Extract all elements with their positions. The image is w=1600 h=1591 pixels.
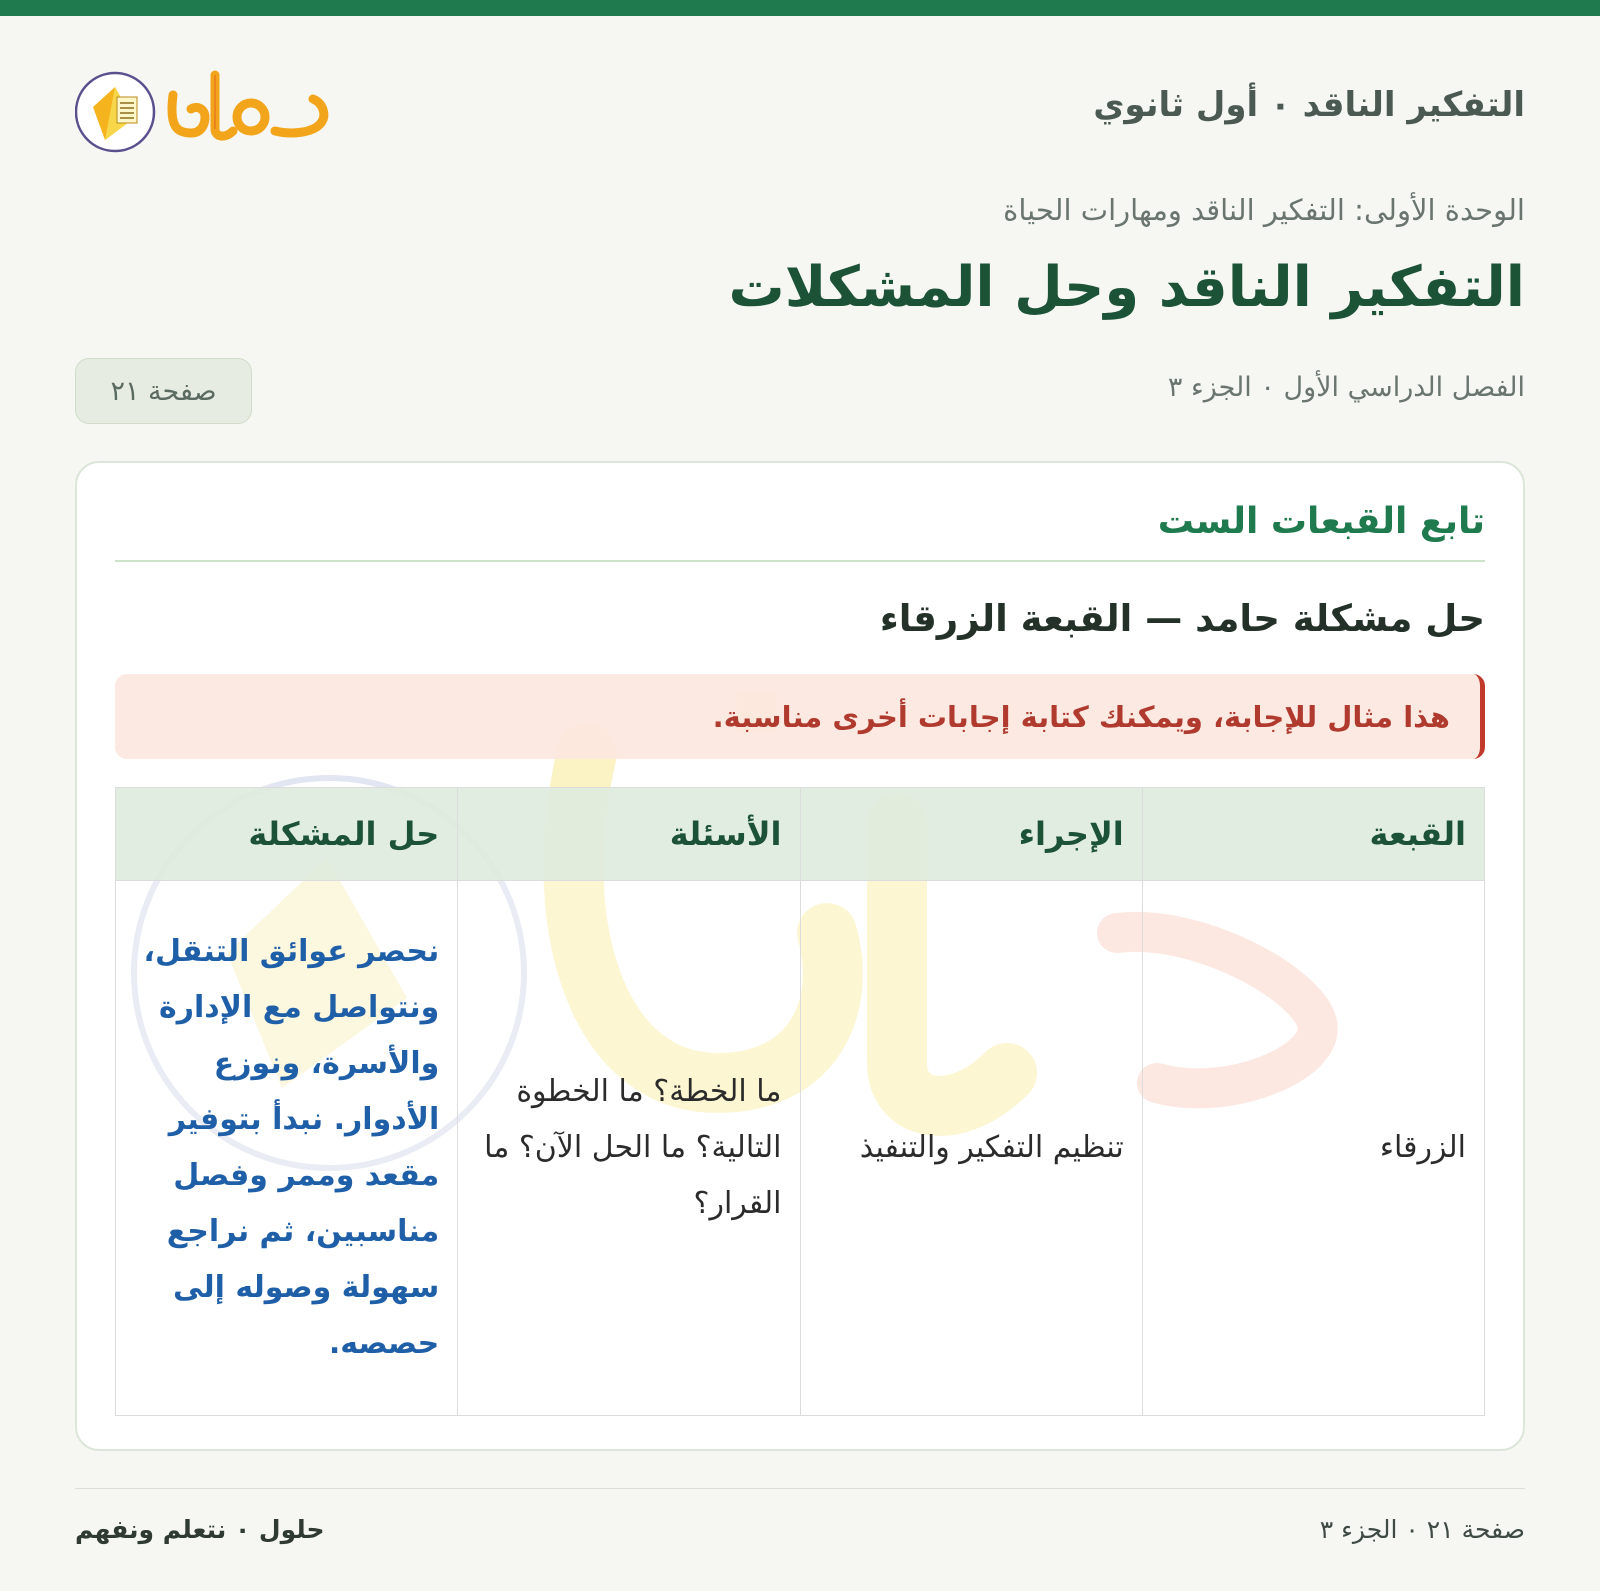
page-title: التفكير الناقد وحل المشكلات (728, 255, 1525, 320)
table-header-questions: الأسئلة (458, 788, 800, 881)
section-title: تابع القبعات الست (1157, 501, 1485, 542)
table-cell-hat: الزرقاء (1142, 881, 1484, 1416)
subsection-title: حل مشكلة حامد — القبعة الزرقاء (879, 597, 1485, 640)
six-hats-table (115, 787, 1485, 1416)
unit-label: الوحدة الأولى: التفكير الناقد ومهارات الحياة (1003, 193, 1525, 227)
table-cell-action: تنظيم التفكير والتنفيذ (800, 881, 1142, 1416)
content-card (75, 461, 1525, 1451)
footer-brand: حلول ٠ نتعلم ونفهم (75, 1515, 325, 1544)
page-header (75, 55, 1525, 160)
section-divider (115, 560, 1485, 562)
table-header-hat: القبعة (1142, 788, 1484, 881)
table-cell-solution: نحصر عوائق التنقل، ونتواصل مع الإدارة والأسرة، ونوزع الأدوار. نبدأ بتوفير مقعد وممر وفصل مناسبين، ثم نراجع سهولة وصوله إلى حصصه. (116, 881, 458, 1416)
example-note (115, 674, 1485, 759)
table-row (116, 881, 1485, 1416)
table-header-solution: حل المشكلة (116, 788, 458, 881)
page-number-badge: صفحة ٢١ (75, 358, 252, 424)
example-note-text: هذا مثال للإجابة، ويمكنك كتابة إجابات أخرى مناسبة. (712, 699, 1450, 734)
hulool-logo (75, 55, 335, 160)
table-header-action: الإجراء (800, 788, 1142, 881)
footer-page-label: صفحة ٢١ ٠ الجزء ٣ (1319, 1515, 1525, 1544)
header-title: التفكير الناقد ٠ أول ثانوي (1093, 85, 1525, 125)
term-label: الفصل الدراسي الأول ٠ الجزء ٣ (1167, 372, 1525, 403)
table-header-row (116, 788, 1485, 881)
footer-divider (75, 1488, 1525, 1489)
top-accent-bar (0, 0, 1600, 16)
table-cell-questions: ما الخطة؟ ما الخطوة التالية؟ ما الحل الآن؟ ما القرار؟ (458, 881, 800, 1416)
